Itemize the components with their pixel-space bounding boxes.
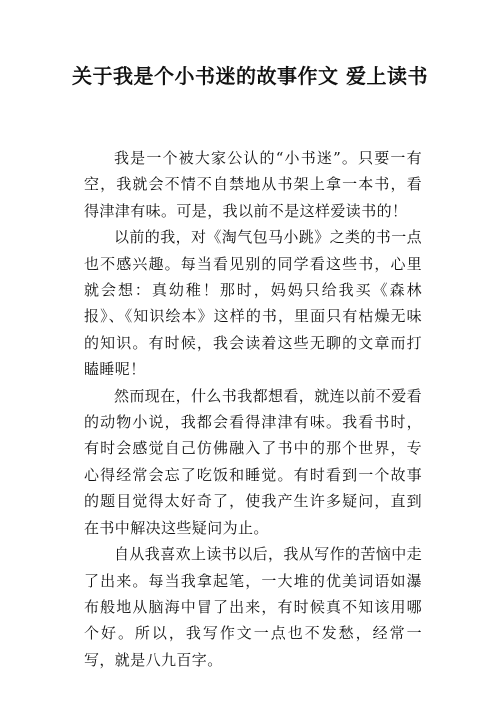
document-title: 关于我是个小书迷的故事作文 爱上读书	[72, 64, 428, 88]
paragraph-2: 以前的我，对《淘气包马小跳》之类的书一点也不感兴趣。每当看见别的同学看这些书，心里就会想：真幼稚！那时，妈妈只给我买《森林报》、《知识绘本》这样的书，里面只有枯燥无味的知识。有时候，我会读着这些无聊的文章而打瞌睡呢！	[84, 228, 423, 379]
paragraph-3: 然而现在，什么书我都想看，就连以前不爱看的动物小说，我都会看得津津有味。我看书时，有时会感觉自己仿佛融入了书中的那个世界，专心得经常会忘了吃饭和睡觉。有时看到一个故事的题目觉得太好奇了，使我产生许多疑问，直到在书中解决这些疑问为止。	[84, 386, 423, 537]
paragraph-1: 我是一个被大家公认的“小书迷”。只要一有空，我就会不情不自禁地从书架上拿一本书，看得津津有味。可是，我以前不是这样爱读书的！	[84, 149, 422, 220]
paragraph-4: 自从我喜欢上读书以后，我从写作的苦恼中走了出来。每当我拿起笔，一大堆的优美词语如瀑布般地从脑海中冒了出来，有时候真不知该用哪个好。所以，我写作文一点也不发愁，经常一写，就是八九百字。	[84, 545, 423, 669]
document-body	[84, 145, 422, 673]
